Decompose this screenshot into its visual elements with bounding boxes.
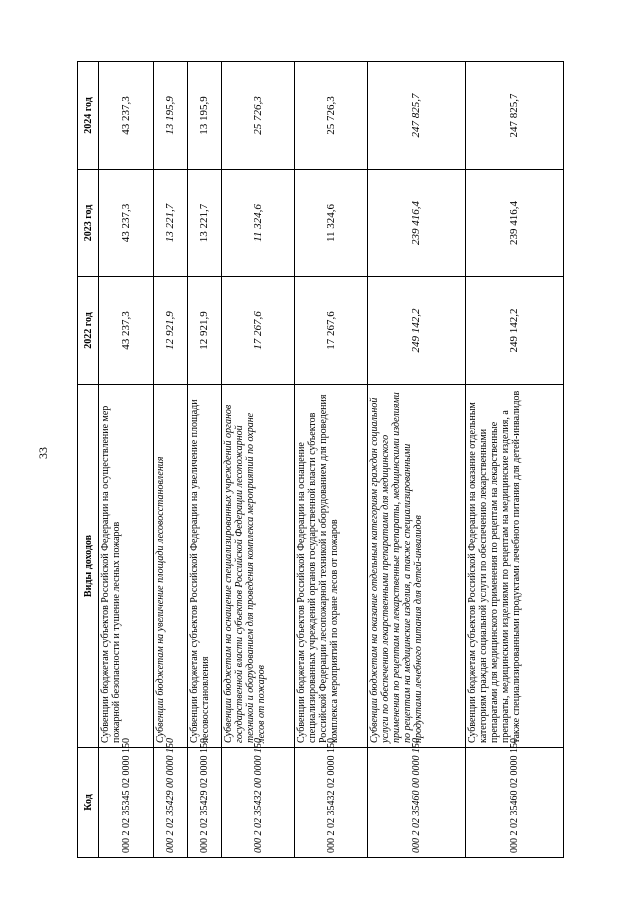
value-2022-cell: 43 237,3 [99, 277, 154, 385]
value-2023-cell: 11 324,6 [222, 170, 295, 277]
table-body [99, 62, 564, 858]
value-2023-cell: 43 237,3 [99, 170, 154, 277]
value-2022-cell: 249 142,2 [368, 277, 466, 385]
header-2024: 2024 год [78, 62, 99, 170]
table-header-row [78, 62, 99, 858]
table-row [99, 62, 154, 858]
description-cell: Субвенции бюджетам на оказание отдельным категориям граждан социальной услуги по обеспечению лекарственными препаратами для медицинского применения по рецептам на лекарственные препараты, медицинскими изделиями по рецептам на медицинские изделия, а также специализированными продуктами лечебного питания для детей-инвалидов [368, 385, 466, 748]
value-2022-cell: 17 267,6 [222, 277, 295, 385]
header-code: Код [78, 748, 99, 858]
value-2022-cell: 249 142,2 [466, 277, 564, 385]
code-cell: 000 2 02 35429 02 0000 150 [188, 748, 222, 858]
code-cell: 000 2 02 35432 00 0000 150 [222, 748, 295, 858]
page-number: 33 [36, 447, 50, 459]
code-cell: 000 2 02 35429 00 0000 150 [154, 748, 188, 858]
value-2023-cell: 239 416,4 [466, 170, 564, 277]
table-row [188, 62, 222, 858]
value-2023-cell: 13 221,7 [188, 170, 222, 277]
table-row [295, 62, 368, 858]
value-2024-cell: 247 825,7 [368, 62, 466, 170]
description-cell: Субвенции бюджетам субъектов Российской Федерации на осуществление мер пожарной безопасности и тушение лесных пожаров [99, 385, 154, 748]
description-cell: Субвенции бюджетам субъектов Российской Федерации на увеличение площади лесовосстановления [188, 385, 222, 748]
value-2024-cell: 13 195,9 [154, 62, 188, 170]
table-row [154, 62, 188, 858]
code-cell: 000 2 02 35345 02 0000 150 [99, 748, 154, 858]
code-cell: 000 2 02 35460 00 0000 150 [368, 748, 466, 858]
value-2022-cell: 17 267,6 [295, 277, 368, 385]
table-row [222, 62, 295, 858]
value-2023-cell: 239 416,4 [368, 170, 466, 277]
table-row [466, 62, 564, 858]
description-cell: Субвенции бюджетам на оснащение специализированных учреждений органов государственной власти субъектов Российской Федерации лесопожарной техникой и оборудованием для проведения комплекса мероприятий по охране лесов от пожаров [222, 385, 295, 748]
rotated-table-container [77, 62, 559, 858]
code-cell: 000 2 02 35432 02 0000 150 [295, 748, 368, 858]
value-2024-cell: 43 237,3 [99, 62, 154, 170]
revenue-table [77, 61, 564, 858]
header-2022: 2022 год [78, 277, 99, 385]
value-2022-cell: 12 921,9 [154, 277, 188, 385]
value-2023-cell: 13 221,7 [154, 170, 188, 277]
value-2023-cell: 11 324,6 [295, 170, 368, 277]
header-2023: 2023 год [78, 170, 99, 277]
code-cell: 000 2 02 35460 02 0000 150 [466, 748, 564, 858]
table-row [368, 62, 466, 858]
value-2024-cell: 13 195,9 [188, 62, 222, 170]
description-cell: Субвенции бюджетам субъектов Российской Федерации на оснащение специализированных учреждений органов государственной власти субъектов Российской Федерации лесопожарной техникой и оборудованием для проведения комплекса мероприятий по охране лесов от пожаров [295, 385, 368, 748]
value-2024-cell: 25 726,3 [222, 62, 295, 170]
description-cell: Субвенции бюджетам субъектов Российской Федерации на оказание отдельным категориям граждан социальной услуги по обеспечению лекарственными препаратами для медицинского применения по рецептам на лекарственные препараты, медицинскими изделиями по рецептам на медицинские изделия, а также специализированными продуктами лечебного питания для детей-инвалидов [466, 385, 564, 748]
value-2024-cell: 25 726,3 [295, 62, 368, 170]
value-2024-cell: 247 825,7 [466, 62, 564, 170]
description-cell: Субвенции бюджетам на увеличение площади лесовосстановления [154, 385, 188, 748]
header-description: Виды доходов [78, 385, 99, 748]
value-2022-cell: 12 921,9 [188, 277, 222, 385]
